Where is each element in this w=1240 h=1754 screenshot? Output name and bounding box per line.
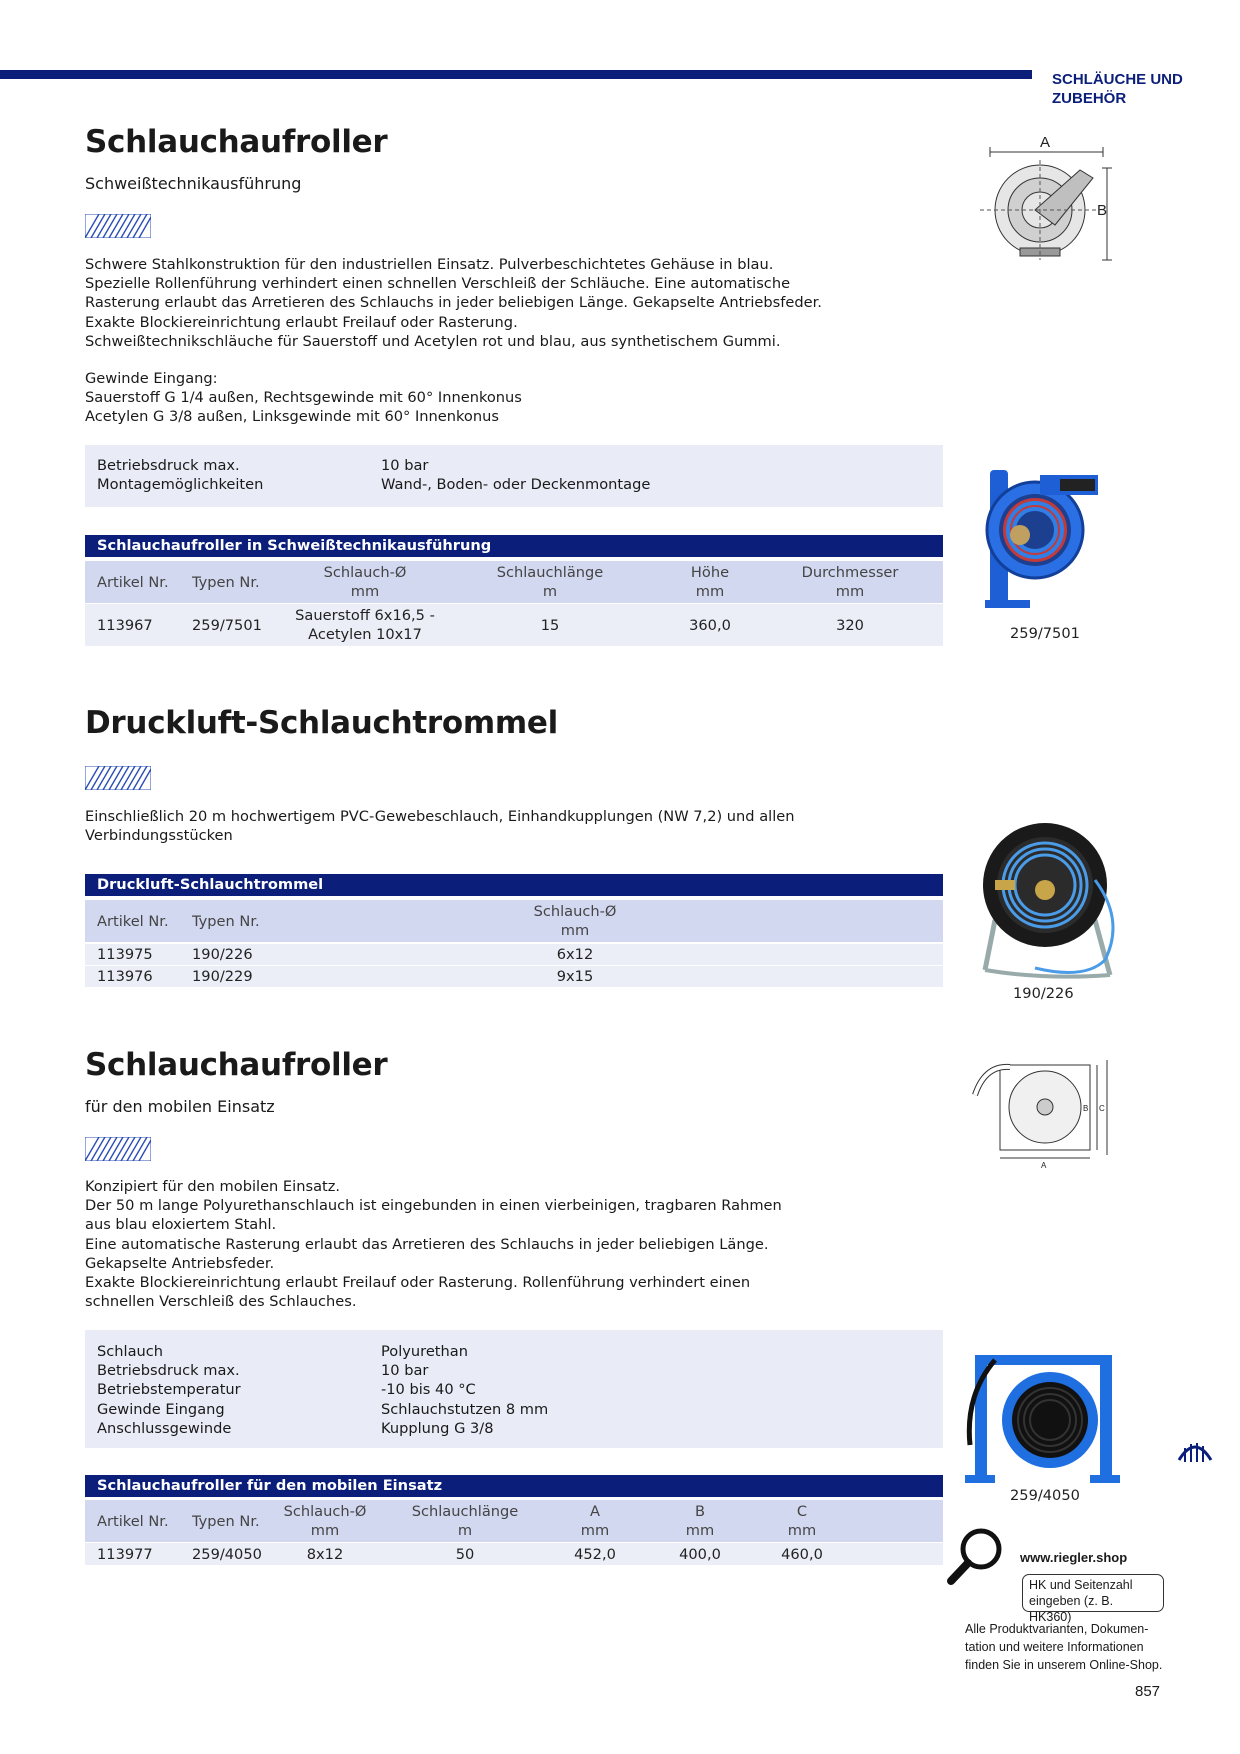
shop-url-link[interactable]: www.riegler.shop bbox=[1020, 1550, 1128, 1565]
table-header: Artikel Nr. Typen Nr. Schlauch-Ø mm bbox=[85, 900, 943, 942]
section-title: Druckluft-Schlauchtrommel bbox=[85, 705, 558, 741]
section-subtitle: Schweißtechnikausführung bbox=[85, 174, 302, 193]
flexi-logo-icon bbox=[85, 214, 151, 238]
section-description: Schwere Stahlkonstruktion für den industriellen Einsatz. Pulverbeschichtetes Gehäuse in blau. Spezielle Rollenführung verhindert einen schnellen Verschleiß der Schläuche. Eine automatische Rasterung erlaubt das Arretieren des Schlauchs in jeder beliebigen Länge. Gekapselte Antriebsfeder. Exakte Blockiereinrichtung erlaubt Freilauf oder Rasterung. Schweißtechnikschläuche für Sauerstoff und Acetylen rot und blau, aus synthetischem Gummi. bbox=[85, 256, 822, 350]
dimension-label-c: C bbox=[1099, 1104, 1105, 1113]
section-description: Einschließlich 20 m hochwertigem PVC-Gewebeschlauch, Einhandkupplungen (NW 7,2) und allen Verbindungsstücken bbox=[85, 808, 795, 845]
top-bar bbox=[0, 70, 1032, 79]
table-title: Druckluft-Schlauchtrommel bbox=[85, 874, 943, 896]
spec-box: Betriebsdruck max. 10 bar Montagemöglichkeiten Wand-, Boden- oder Deckenmontage bbox=[85, 445, 943, 507]
dimension-label-b: B bbox=[1097, 202, 1108, 219]
section-description: Konzipiert für den mobilen Einsatz. Der 50 m lange Polyurethanschlauch ist eingebunden in einen vierbeinigen, tragbaren Rahmen aus blau eloxiertem Stahl. Eine automatische Rasterung erlaubt das Arretieren des Schlauchs in jeder beliebigen Länge. Gekapselte Antriebsfeder. Exakte Blockiereinrichtung erlaubt Freilauf oder Rasterung. Rollenführung verhindert einen schnellen Verschleiß des Schlauches. bbox=[85, 1178, 782, 1311]
dimension-label-b: B bbox=[1083, 1104, 1089, 1113]
section-subtitle: für den mobilen Einsatz bbox=[85, 1097, 275, 1116]
table-row: 113976 190/229 9x15 bbox=[85, 966, 943, 987]
table-header: Artikel Nr. Typen Nr. Schlauch-Ø mm Schlauchlänge m Höhe mm Durchmesser mm bbox=[85, 561, 943, 603]
product-image-welding-reel bbox=[980, 455, 1110, 615]
shop-note: Alle Produktvarianten, Dokumen- tation und weitere Informationen finden Sie in unserem Online-Shop. bbox=[965, 1622, 1163, 1672]
table-row: 113967 259/7501 Sauerstoff 6x16,5 - Acetylen 10x17 15 360,0 320 bbox=[85, 604, 943, 646]
magnifier-icon bbox=[945, 1525, 1007, 1587]
page-number: 857 bbox=[1135, 1683, 1161, 1700]
table-row: 113975 190/226 6x12 bbox=[85, 944, 943, 965]
product-image-mobile-reel bbox=[955, 1335, 1130, 1495]
brand-side-icon bbox=[1175, 1438, 1215, 1468]
category-label: SCHLÄUCHE UND ZUBEHÖR bbox=[1052, 71, 1183, 107]
dimension-label-a: A bbox=[1040, 134, 1051, 151]
table-row: 113977 259/4050 8x12 50 452,0 400,0 460,0 bbox=[85, 1543, 943, 1565]
table-title: Schlauchaufroller in Schweißtechnikausführung bbox=[85, 535, 943, 557]
technical-drawing-mobile-reel bbox=[965, 1055, 1115, 1170]
flexi-logo-icon bbox=[85, 766, 151, 790]
table-header: Artikel Nr. Typen Nr. Schlauch-Ø mm Schlauchlänge m A mm B mm C mm bbox=[85, 1500, 943, 1542]
image-caption: 259/4050 bbox=[1010, 1487, 1080, 1504]
dimension-label-a: A bbox=[1041, 1161, 1047, 1170]
shop-search-hint: HK und Seitenzahl eingeben (z. B. HK360) bbox=[1022, 1574, 1164, 1612]
spec-box: Schlauch Polyurethan Betriebsdruck max. 10 bar Betriebstemperatur -10 bis 40 °C Gewinde Eingang Schlauchstutzen 8 mm Anschlussgewinde Kupplung G 3/8 bbox=[85, 1330, 943, 1448]
product-image-air-hose-drum bbox=[975, 810, 1130, 985]
flexi-logo-icon bbox=[85, 1137, 151, 1161]
section-title: Schlauchaufroller bbox=[85, 124, 388, 160]
image-caption: 259/7501 bbox=[1010, 625, 1080, 642]
image-caption: 190/226 bbox=[1013, 985, 1074, 1002]
section-title: Schlauchaufroller bbox=[85, 1047, 388, 1083]
thread-info: Gewinde Eingang: Sauerstoff G 1/4 außen, Rechtsgewinde mit 60° Innenkonus Acetylen G 3/8 außen, Linksgewinde mit 60° Innenkonus bbox=[85, 370, 522, 426]
technical-drawing-welding-reel bbox=[975, 130, 1125, 265]
table-title: Schlauchaufroller für den mobilen Einsatz bbox=[85, 1475, 943, 1497]
